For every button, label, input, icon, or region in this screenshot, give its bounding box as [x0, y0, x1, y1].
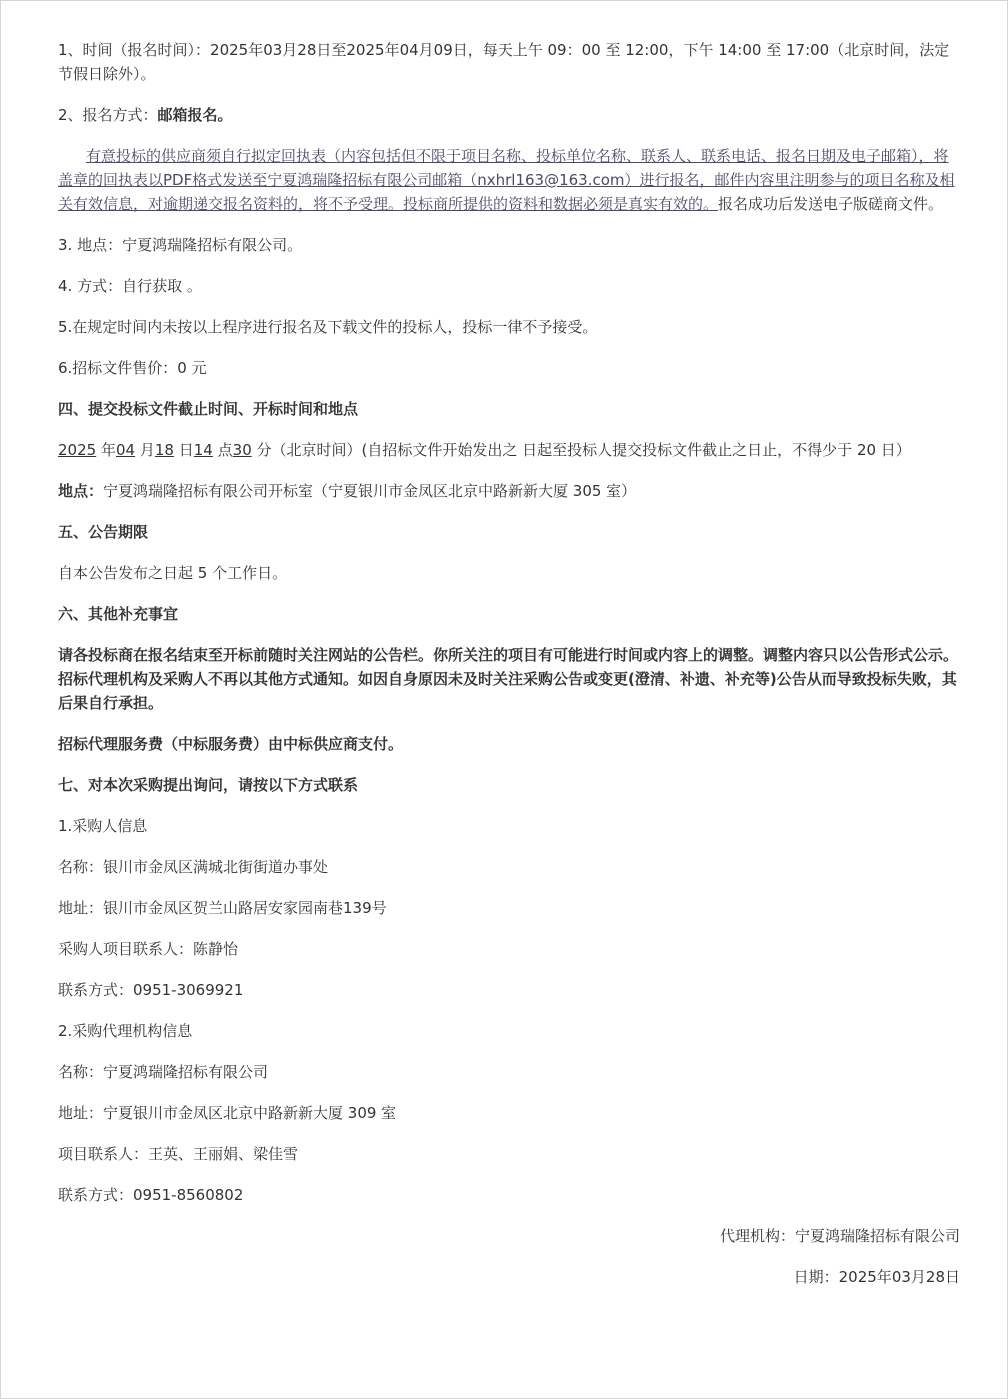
agency-info-heading: 2.采购代理机构信息	[58, 1022, 193, 1040]
purchaser-name: 名称：银川市金凤区满城北街街道办事处	[58, 858, 329, 876]
document-price: 6.招标文件售价：0 元	[58, 359, 207, 377]
agency-contact: 项目联系人：王英、王丽娟、梁佳雪	[58, 1145, 299, 1163]
registration-method-value: 邮箱报名。	[157, 106, 233, 124]
purchaser-phone: 联系方式：0951-3069921	[58, 981, 244, 999]
section-heading-deadline: 四、提交投标文件截止时间、开标时间和地点	[58, 400, 359, 418]
section-heading-period: 五、公告期限	[58, 523, 149, 541]
location-item: 3. 地点：宁夏鸿瑞隆招标有限公司。	[58, 236, 303, 254]
section-heading-contact: 七、对本次采购提出询问，请按以下方式联系	[58, 776, 359, 794]
deadline-note: （北京时间）(自招标文件开始发出之 日起至投标人提交投标文件截止之日止，不得少于 20 日）	[271, 441, 911, 459]
registration-instructions-link[interactable]: 有意投标的供应商须自行拟定回执表（内容包括但不限于项目名称、投标单位名称、联系人、联系电话、报名日期及电子邮箱），将盖章的回执表以PDF格式发送至宁夏鸿瑞隆招标有限公司邮箱（nxhrl163@163.com）进行报名，邮件内容里注明参与的项目名称及相关有效信息，对逾期递交报名资料的，将不予受理。投标商所提供的资料和数据必须是真实有效的。	[58, 147, 955, 213]
deadline-hour: 14	[193, 441, 213, 459]
deadline-year: 2025	[58, 441, 97, 459]
registration-instructions-tail: 报名成功后发送电子版磋商文件。	[718, 195, 944, 213]
deadline-day: 18	[154, 441, 174, 459]
purchaser-address: 地址：银川市金凤区贺兰山路居安家园南巷139号	[58, 899, 387, 917]
supplementary-notice: 请各投标商在报名结束至开标前随时关注网站的公告栏。你所关注的项目有可能进行时间或内容上的调整。调整内容只以公告形式公示。招标代理机构及采购人不再以其他方式通知。如因自身原因未及时关注采购公告或变更(澄清、补遗、补充等)公告从而导致投标失败，其后果自行承担。	[58, 646, 959, 712]
registration-time: 1、时间（报名时间）：2025年03月28日至2025年04月09日，每天上午 09：00 至 12:00，下午 14:00 至 17:00（北京时间，法定节假日除外）。	[58, 41, 950, 83]
deadline-minute-unit: 分	[256, 441, 272, 459]
deadline-month-unit: 月	[139, 441, 155, 459]
method-item: 4. 方式：自行获取 。	[58, 277, 202, 295]
agency-phone: 联系方式：0951-8560802	[58, 1186, 244, 1204]
agency-name: 名称：宁夏鸿瑞隆招标有限公司	[58, 1063, 269, 1081]
announcement-body	[58, 38, 960, 1289]
signature-date: 日期：2025年03月28日	[793, 1268, 960, 1286]
section-heading-supplementary: 六、其他补充事宜	[58, 605, 179, 623]
purchaser-contact: 采购人项目联系人：陈静怡	[58, 940, 239, 958]
deadline-year-unit: 年	[100, 441, 116, 459]
deadline-month: 04	[115, 441, 136, 459]
rejection-note: 5.在规定时间内未按以上程序进行报名及下载文件的投标人，投标一律不予接受。	[58, 318, 598, 336]
agency-address: 地址：宁夏银川市金凤区北京中路新新大厦 309 室	[58, 1104, 397, 1122]
signature-agency: 代理机构：宁夏鸿瑞隆招标有限公司	[719, 1227, 960, 1245]
deadline-hour-unit: 点	[217, 441, 233, 459]
opening-location-label: 地点：	[58, 482, 104, 500]
registration-instructions	[58, 144, 960, 216]
opening-location-text: 宁夏鸿瑞隆招标有限公司开标室（宁夏银川市金凤区北京中路新新大厦 305 室）	[103, 482, 637, 500]
registration-method	[58, 103, 960, 127]
purchaser-info-heading: 1.采购人信息	[58, 817, 148, 835]
deadline-minute: 30	[232, 441, 252, 459]
deadline-datetime	[58, 438, 960, 462]
deadline-day-unit: 日	[178, 441, 194, 459]
announcement-period: 自本公告发布之日起 5 个工作日。	[58, 564, 288, 582]
registration-method-label: 2、报名方式：	[58, 106, 158, 124]
opening-location	[58, 479, 960, 503]
service-fee-note: 招标代理服务费（中标服务费）由中标供应商支付。	[58, 735, 404, 753]
